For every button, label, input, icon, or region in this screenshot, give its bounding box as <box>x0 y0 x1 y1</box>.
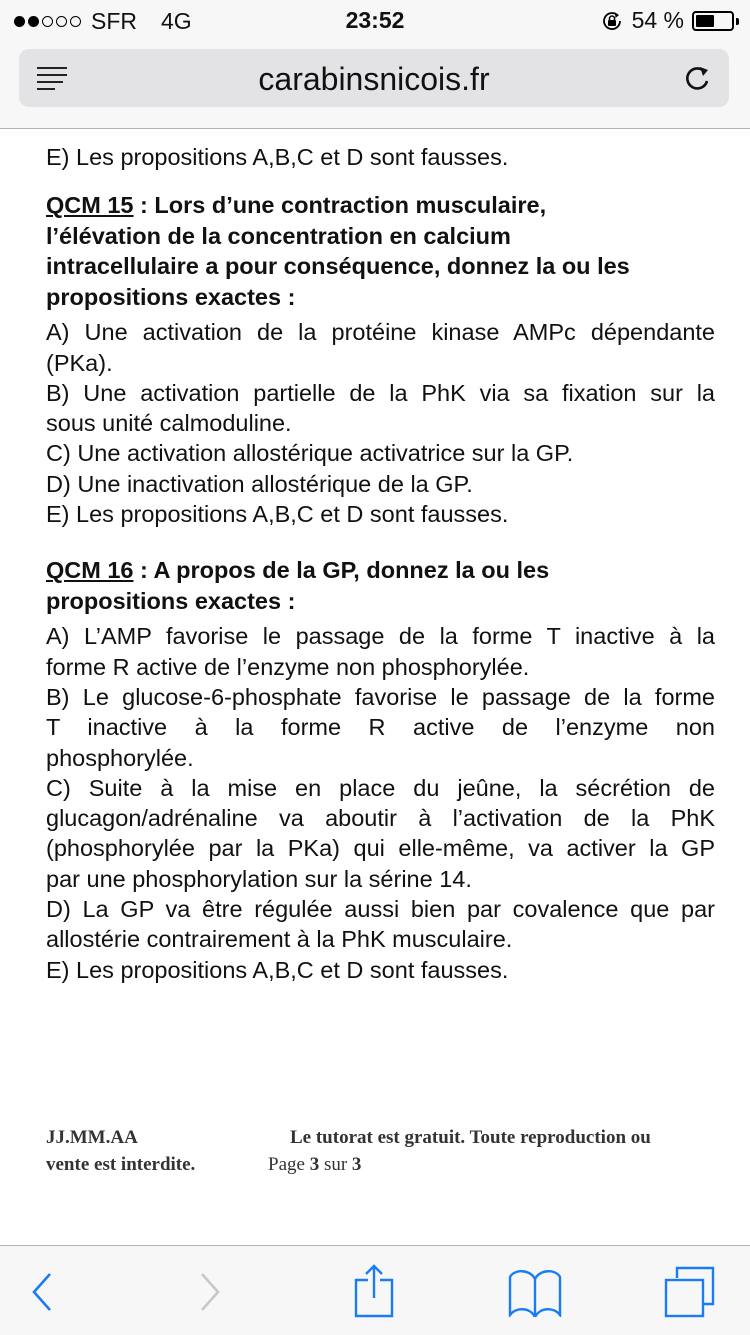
answer-option <box>46 438 715 468</box>
answer-option-line: sous unité calmoduline. <box>46 410 292 437</box>
back-button[interactable] <box>12 1264 72 1320</box>
answer-option-line: forme R active de l’enzyme non phosphorylée. <box>46 653 530 680</box>
document-content <box>46 128 715 985</box>
question-title-line: l’élévation de la concentration en calcium <box>46 222 511 249</box>
answer-option <box>46 773 715 894</box>
battery-level-fill <box>696 15 714 27</box>
battery-icon <box>692 11 734 31</box>
answer-option-line: A) Une activation de la protéine kinase AMPc dépendante <box>46 319 715 346</box>
cut-off-line <box>46 128 715 142</box>
answer-option-line: phosphorylée. <box>46 744 194 771</box>
question-block <box>46 555 715 985</box>
page-footer <box>46 1124 716 1178</box>
page-number: Page 3 sur 3 <box>268 1154 362 1175</box>
battery-percent: 54 % <box>631 7 684 33</box>
bookmarks-button[interactable] <box>505 1264 565 1320</box>
question-title-line: intracellulaire a pour conséquence, donnez la ou les <box>46 253 630 280</box>
tabs-icon <box>664 1266 716 1318</box>
answer-option-line: allostérie contrairement à la PhK musculaire. <box>46 926 513 953</box>
question-title <box>46 555 715 616</box>
answer-option <box>46 469 715 499</box>
clock: 23:52 <box>345 7 405 33</box>
address-bar[interactable] <box>19 49 729 107</box>
chevron-right-icon <box>198 1272 222 1312</box>
question-number: QCM 15 <box>46 192 134 219</box>
answer-option-line: (phosphorylée par la PKa) qui elle-même, va activer la GP <box>46 835 715 862</box>
answer-option <box>46 621 715 682</box>
share-icon <box>354 1264 394 1320</box>
network-type: 4G <box>161 8 192 34</box>
reload-icon[interactable] <box>681 61 715 95</box>
answer-option <box>46 378 715 439</box>
previous-question-tail: E) Les propositions A,B,C et D sont fausses. <box>46 144 509 170</box>
answer-option-line: C) Suite à la mise en place du jeûne, la sécrétion de <box>46 774 715 801</box>
answer-option <box>46 317 715 378</box>
answer-option-line: B) Le glucose-6-phosphate favorise le passage de la forme <box>46 683 715 710</box>
answer-option-line: glucagon/adrénaline va aboutir à l’activation de la PhK <box>46 805 715 832</box>
orientation-lock-icon <box>600 9 624 33</box>
answer-option-line: B) Une activation partielle de la PhK via sa fixation sur la <box>46 379 715 406</box>
footer-date: JJ.MM.AA <box>46 1127 138 1148</box>
bookmarks-book-icon <box>508 1267 562 1317</box>
browser-toolbar <box>0 1245 750 1335</box>
answer-option <box>46 894 715 955</box>
answer-option-line: T inactive à la forme R active de l’enzyme non <box>46 714 715 741</box>
footer-notice-line2: vente est interdite. <box>46 1154 196 1175</box>
share-button[interactable] <box>344 1264 404 1320</box>
answer-option <box>46 955 715 985</box>
answer-option <box>46 682 715 773</box>
question-block <box>46 190 715 529</box>
status-bar <box>0 0 750 40</box>
question-title-line: propositions exactes : <box>46 587 296 614</box>
carrier-name: SFR <box>91 8 137 34</box>
answer-option-line: C) Une activation allostérique activatrice sur la GP. <box>46 440 574 467</box>
forward-button[interactable] <box>180 1264 240 1320</box>
footer-notice-line1: Le tutorat est gratuit. Toute reproduction ou <box>290 1127 651 1148</box>
url-text[interactable]: carabinsnicois.fr <box>258 61 490 97</box>
question-title-line: propositions exactes : <box>46 283 296 310</box>
question-title-line: : A propos de la GP, donnez la ou les <box>133 557 550 584</box>
browser-chrome <box>0 40 750 129</box>
question-number: QCM 16 <box>46 557 134 584</box>
question-title <box>46 190 715 312</box>
answer-option-line: D) La GP va être régulée aussi bien par covalence que par <box>46 896 715 923</box>
answer-option-line: (PKa). <box>46 349 113 376</box>
chevron-left-icon <box>30 1272 54 1312</box>
tabs-button[interactable] <box>660 1264 720 1320</box>
answer-option-line: par une phosphorylation sur la sérine 14. <box>46 865 472 892</box>
answer-option-line: A) L’AMP favorise le passage de la forme T inactive à la <box>46 623 715 650</box>
answer-option-line: D) Une inactivation allostérique de la GP. <box>46 470 473 497</box>
question-title-line: : Lors d’une contraction musculaire, <box>133 192 547 219</box>
answer-option-line: E) Les propositions A,B,C et D sont fausses. <box>46 501 509 528</box>
answer-option-line: E) Les propositions A,B,C et D sont fausses. <box>46 956 509 983</box>
answer-option <box>46 499 715 529</box>
